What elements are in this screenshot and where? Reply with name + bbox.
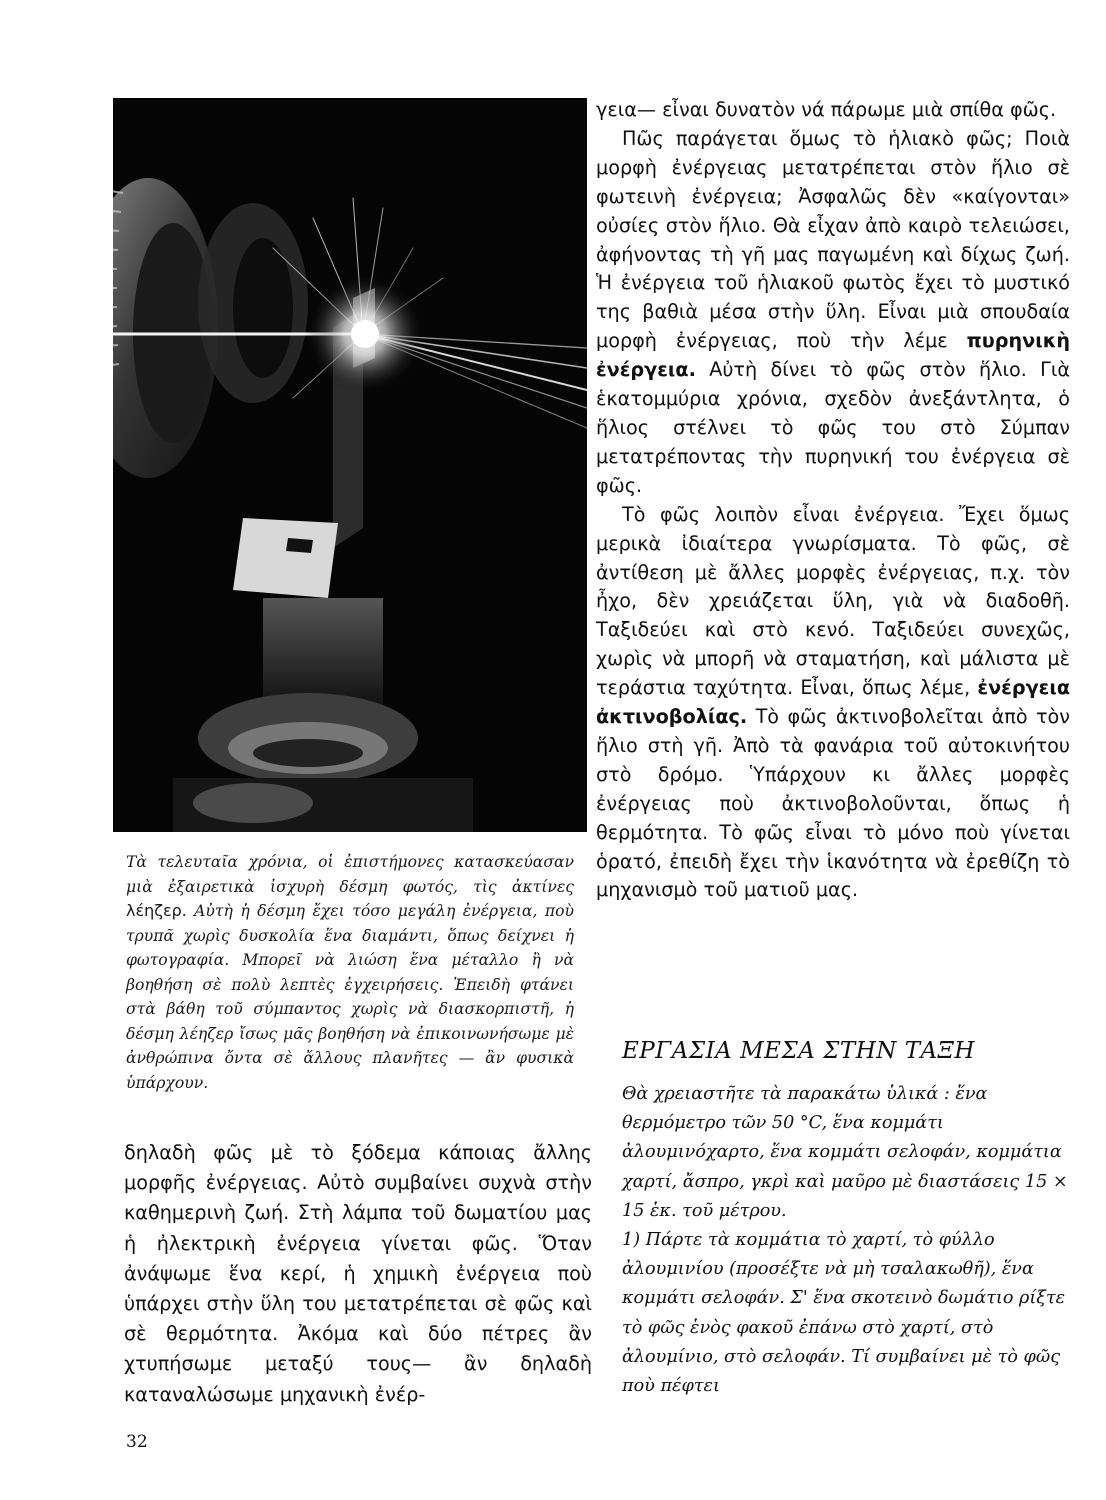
- paragraph-3-end: Τὸ φῶς ἀκτινοβολεῖται ἀπὸ τὸν ἥλιο στὴ γῆ. Ἀπὸ τὰ φανάρια τοῦ αὐτοκινήτου στὸ δρόμο. Ὑπάρχουν κι ἄλλες μορφὲς ἐνέργειας ποὺ ἀκτινοβολοῦνται, ὅπως ἡ θερμότητα. Τὸ φῶς εἶναι τὸ μόνο ποὺ γίνεται ὁρατό, ἐπειδὴ ἔχει τὴν ἱκανότητα νὰ ἐρεθίζη τὸ μηχανισμὸ τοῦ ματιοῦ μας.: [596, 705, 1070, 902]
- paragraph-3-start: Τὸ φῶς λοιπὸν εἶναι ἐνέργεια. Ἔχει ὅμως μερικὰ ἰδιαίτερα γνωρίσματα. Τὸ φῶς, σὲ ἀντίθεση μὲ ἄλλες μορφὲς ἐνέργειας, π.χ. τὸν ἦχο, δὲν χρειάζεται ὕλη, γιὰ νὰ διαδοθῆ. Ταξιδεύει καὶ στὸ κενό. Ταξιδεύει συνεχῶς, χωρὶς νὰ μπορῆ νὰ σταματήση, καὶ μάλιστα μὲ τεράστια ταχύτητα. Εἶναι, ὅπως λέμε,: [596, 502, 1070, 700]
- section-title: ΕΡΓΑΣΙΑ ΜΕΣΑ ΣΤΗΝ ΤΑΞΗ: [622, 1038, 975, 1064]
- right-paragraph-3: [596, 501, 1070, 906]
- right-paragraph-2: [596, 125, 1070, 501]
- nuclear-energy-term: πυρηνικὴ ἐνέργεια.: [596, 329, 1070, 382]
- photo-caption: [126, 850, 574, 1095]
- caption-laser-term: λέηζερ: [126, 901, 182, 920]
- caption-text-start: Τὰ τελευταῖα χρόνια, οἱ ἐπιστήμονες κατασκεύασαν μιὰ ἐξαιρετικὰ ἰσχυρὴ δέσμη φωτός, τὶς ἀκτίνες: [126, 853, 574, 896]
- laser-photograph: [113, 98, 587, 832]
- left-column-text: [124, 1138, 592, 1410]
- paragraph-2-end: Αὐτὴ δίνει τὸ φῶς στὸν ἥλιο. Γιὰ ἑκατομμύρια χρόνια, σχεδὸν ἀνεξάντλητα, ὁ ἥλιος στέλνει τὸ φῶς του στὸ Σύμπαν μετατρέποντας τὴν πυρηνική του ἐνέργεια σὲ φῶς.: [596, 358, 1070, 497]
- paragraph-2-start: Πῶς παράγεται ὅμως τὸ ἡλιακὸ φῶς; Ποιὰ μορφὴ ἐνέργειας μετατρέπεται στὸν ἥλιο σὲ φωτεινὴ ἐνέργεια; Ἀσφαλῶς δὲν «καίγονται» οὐσίες στὸν ἥλιο. Θὰ εἶχαν ἀπὸ καιρὸ τελειώσει, ἀφήνοντας τὴ γῆ μας παγωμένη καὶ δίχως ζωή. Ἡ ἐνέργεια τοῦ ἡλιακοῦ φωτὸς ἔχει τὸ μυστικό της βαθιὰ μέσα στὴν ὕλη. Εἶναι μιὰ σπουδαία μορφὴ ἐνέργειας, ποὺ τὴν λέμε: [596, 126, 1070, 353]
- page-number: 32: [126, 1432, 148, 1452]
- materials-list: Θὰ χρειαστῆτε τὰ παρακάτω ὑλικά : ἕνα θερμόμετρο τῶν 50 °C, ἕνα κομμάτι ἀλουμινόχαρτο, ἕνα κομμάτι σελοφάν, κομμάτια χαρτί, ἄσπρο, γκρὶ καὶ μαῦρο μὲ διαστάσεις 15 × 15 ἑκ. τοῦ μέτρου.: [622, 1084, 1068, 1221]
- right-column-text: [596, 96, 1070, 905]
- right-paragraph-1: γεια— εἶναι δυνατὸν νά πάρωμε μιὰ σπίθα φῶς.: [596, 98, 1057, 121]
- radiation-energy-term: ἐνέργεια ἀκτινοβολίας.: [596, 676, 1070, 729]
- exercise-step-1: 1) Πάρτε τὰ κομμάτια τὸ χαρτί, τὸ φύλλο ἀλουμινίου (προσέξτε νὰ μὴ τσαλακωθῆ), ἕνα κομμάτι σελοφάν. Σ' ἕνα σκοτεινὸ δωμάτιο ρίξτε τὸ φῶς ἑνὸς φακοῦ ἐπάνω στὸ χαρτί, στὸ ἀλουμίνιο, στὸ σελοφάν. Τί συμβαίνει μὲ τὸ φῶς ποὺ πέφτει: [622, 1230, 1066, 1397]
- exercise-instructions: [622, 1080, 1072, 1401]
- laser-beam-illustration: [113, 98, 587, 832]
- left-column-paragraph: δηλαδὴ φῶς μὲ τὸ ξόδεμα κάποιας ἄλλης μορφῆς ἐνέργειας. Αὐτὸ συμβαίνει συχνὰ στὴν καθημερινὴ ζωή. Στὴ λάμπα τοῦ δωματίου μας ἡ ἠλεκτρικὴ ἐνέργεια γίνεται φῶς. Ὅταν ἀνάψωμε ἕνα κερί, ἡ χημικὴ ἐνέργεια ποὺ ὑπάρχει στὴν ὕλη του μετατρέπεται σὲ φῶς καὶ σὲ θερμότητα. Ἀκόμα καὶ δύο πέτρες ἂν χτυπήσωμε μεταξύ τους— ἂν δηλαδὴ καταναλώσωμε μηχανικὴ ἐνέρ-: [124, 1141, 592, 1406]
- caption-text-end: . Αὐτὴ ἡ δέσμη ἔχει τόσο μεγάλη ἐνέργεια, ποὺ τρυπᾶ χωρὶς δυσκολία ἕνα διαμάντι, ὅπως δείχνει ἡ φωτογραφία. Μπορεῖ νὰ λιώση ἕνα μέταλλο ἢ νὰ βοηθήση σὲ πολὺ λεπτὲς ἐγχειρήσεις. Ἐπειδὴ φτάνει στὰ βάθη τοῦ σύμπαντος χωρὶς νὰ διασκορπιστῆ, ἡ δέσμη λέηζερ ἴσως μᾶς βοηθήση νὰ ἐπικοινωνήσωμε μὲ ἀνθρώπινα ὄντα σὲ ἄλλους πλανῆτες — ἂν φυσικὰ ὑπάρχουν.: [126, 902, 574, 1092]
